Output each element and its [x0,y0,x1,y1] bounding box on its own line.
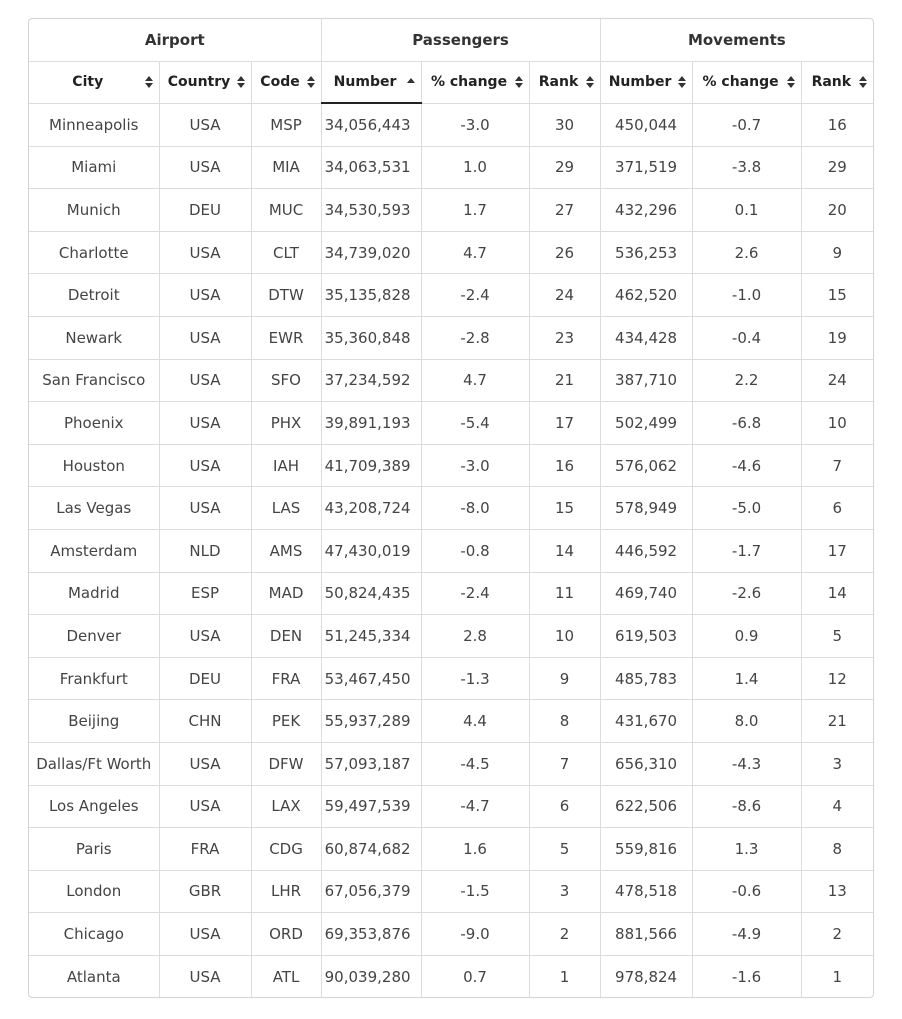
cell-m-change: 0.1 [692,189,801,232]
cell-p-number: 55,937,289 [321,700,421,743]
table-row [29,913,873,956]
column-header-passengers-p-number[interactable] [321,62,421,104]
cell-m-number: 881,566 [600,913,692,956]
cell-p-number: 34,063,531 [321,146,421,189]
cell-city: Madrid [29,572,159,615]
sort-ascending-icon[interactable] [407,76,415,88]
table-row [29,487,873,530]
cell-code: CDG [251,828,321,871]
cell-m-change: -0.6 [692,870,801,913]
cell-code: PHX [251,402,321,445]
cell-m-change: -8.6 [692,785,801,828]
cell-m-number: 978,824 [600,955,692,997]
cell-p-rank: 15 [529,487,600,530]
cell-m-number: 656,310 [600,742,692,785]
cell-country: USA [159,103,251,146]
column-header-content [530,74,600,90]
cell-country: DEU [159,189,251,232]
cell-p-number: 50,824,435 [321,572,421,615]
cell-code: MSP [251,103,321,146]
table-row [29,657,873,700]
cell-m-rank: 13 [801,870,873,913]
cell-p-rank: 8 [529,700,600,743]
cell-p-change: 1.0 [421,146,529,189]
cell-code: LAS [251,487,321,530]
column-header-airport-country[interactable] [159,62,251,104]
table-row [29,700,873,743]
cell-code: EWR [251,316,321,359]
cell-m-change: -4.3 [692,742,801,785]
sort-icon[interactable] [586,76,594,88]
cell-p-rank: 6 [529,785,600,828]
cell-m-rank: 16 [801,103,873,146]
cell-code: AMS [251,529,321,572]
cell-country: USA [159,487,251,530]
cell-p-rank: 27 [529,189,600,232]
column-header-content [601,74,692,90]
table-row [29,359,873,402]
column-header-label: Rank [538,74,579,91]
cell-m-change: -1.6 [692,955,801,997]
cell-code: LHR [251,870,321,913]
cell-m-rank: 21 [801,700,873,743]
table-row [29,189,873,232]
cell-p-number: 67,056,379 [321,870,421,913]
cell-m-number: 387,710 [600,359,692,402]
column-header-label: Code [260,74,300,91]
cell-p-change: 0.7 [421,955,529,997]
cell-m-number: 578,949 [600,487,692,530]
cell-country: NLD [159,529,251,572]
cell-city: Dallas/Ft Worth [29,742,159,785]
cell-p-change: 1.6 [421,828,529,871]
cell-code: DTW [251,274,321,317]
cell-m-change: -4.6 [692,444,801,487]
cell-code: MIA [251,146,321,189]
cell-p-change: -1.5 [421,870,529,913]
sort-icon[interactable] [678,76,686,88]
cell-p-rank: 16 [529,444,600,487]
column-header-row [29,62,873,104]
cell-p-rank: 29 [529,146,600,189]
cell-m-change: -3.8 [692,146,801,189]
cell-city: Charlotte [29,231,159,274]
cell-p-number: 90,039,280 [321,955,421,997]
cell-m-number: 502,499 [600,402,692,445]
cell-country: USA [159,913,251,956]
column-header-passengers-p-change[interactable] [421,62,529,104]
cell-m-change: 0.9 [692,615,801,658]
cell-p-change: -0.8 [421,529,529,572]
column-header-label: Rank [811,74,852,91]
cell-m-number: 559,816 [600,828,692,871]
cell-m-rank: 5 [801,615,873,658]
column-header-airport-city[interactable] [29,62,159,104]
cell-code: ORD [251,913,321,956]
sort-icon[interactable] [859,76,867,88]
table-row [29,316,873,359]
column-header-content [422,74,529,90]
cell-p-rank: 3 [529,870,600,913]
header-group-row [29,19,873,62]
header-group-airport: Airport [29,19,321,62]
column-header-movements-m-change[interactable] [692,62,801,104]
table-row [29,529,873,572]
cell-p-number: 60,874,682 [321,828,421,871]
cell-city: Munich [29,189,159,232]
cell-p-change: -9.0 [421,913,529,956]
cell-m-rank: 17 [801,529,873,572]
cell-p-rank: 10 [529,615,600,658]
cell-city: Newark [29,316,159,359]
cell-p-rank: 30 [529,103,600,146]
cell-p-number: 39,891,193 [321,402,421,445]
cell-m-change: -4.9 [692,913,801,956]
header-group-movements: Movements [600,19,873,62]
cell-p-change: -2.8 [421,316,529,359]
column-header-passengers-p-rank[interactable] [529,62,600,104]
cell-p-number: 37,234,592 [321,359,421,402]
cell-p-number: 59,497,539 [321,785,421,828]
cell-p-change: 4.4 [421,700,529,743]
cell-city: London [29,870,159,913]
column-header-content [160,74,251,90]
column-header-label: City [72,74,104,91]
cell-m-change: 1.4 [692,657,801,700]
cell-p-rank: 7 [529,742,600,785]
column-header-movements-m-number[interactable] [600,62,692,104]
column-header-movements-m-rank[interactable] [801,62,873,104]
cell-city: Phoenix [29,402,159,445]
table-row [29,870,873,913]
column-header-content [802,74,874,90]
cell-p-rank: 26 [529,231,600,274]
cell-code: MAD [251,572,321,615]
cell-code: DEN [251,615,321,658]
cell-p-number: 41,709,389 [321,444,421,487]
cell-city: Las Vegas [29,487,159,530]
cell-m-change: 2.2 [692,359,801,402]
header-group-passengers: Passengers [321,19,600,62]
cell-country: FRA [159,828,251,871]
cell-m-change: -0.7 [692,103,801,146]
cell-p-number: 53,467,450 [321,657,421,700]
cell-m-number: 469,740 [600,572,692,615]
table-row [29,955,873,997]
cell-p-change: 4.7 [421,231,529,274]
cell-city: San Francisco [29,359,159,402]
cell-m-number: 434,428 [600,316,692,359]
airport-table-container [28,18,874,998]
cell-m-rank: 2 [801,913,873,956]
cell-country: USA [159,955,251,997]
cell-country: USA [159,615,251,658]
cell-p-number: 51,245,334 [321,615,421,658]
cell-p-change: -3.0 [421,444,529,487]
cell-p-number: 69,353,876 [321,913,421,956]
cell-m-number: 619,503 [600,615,692,658]
cell-m-number: 432,296 [600,189,692,232]
cell-code: MUC [251,189,321,232]
sort-icon[interactable] [515,76,523,88]
cell-p-rank: 2 [529,913,600,956]
column-header-label: Number [608,74,672,91]
cell-city: Los Angeles [29,785,159,828]
cell-m-change: -2.6 [692,572,801,615]
cell-p-rank: 11 [529,572,600,615]
column-header-content [29,74,159,90]
cell-m-change: -0.4 [692,316,801,359]
table-row [29,572,873,615]
cell-p-number: 34,739,020 [321,231,421,274]
sort-icon[interactable] [787,76,795,88]
cell-country: USA [159,231,251,274]
cell-city: Frankfurt [29,657,159,700]
cell-m-rank: 15 [801,274,873,317]
table-row [29,444,873,487]
table-row [29,103,873,146]
cell-m-change: -1.7 [692,529,801,572]
cell-m-change: -1.0 [692,274,801,317]
cell-m-number: 576,062 [600,444,692,487]
cell-m-number: 622,506 [600,785,692,828]
column-header-content [693,74,801,90]
cell-p-number: 35,360,848 [321,316,421,359]
cell-p-rank: 9 [529,657,600,700]
cell-p-change: -2.4 [421,274,529,317]
cell-p-change: -4.7 [421,785,529,828]
cell-m-number: 478,518 [600,870,692,913]
cell-p-rank: 1 [529,955,600,997]
cell-p-change: 2.8 [421,615,529,658]
cell-m-number: 371,519 [600,146,692,189]
column-header-content [252,74,321,90]
column-header-label: Country [167,74,231,91]
cell-m-number: 450,044 [600,103,692,146]
sort-icon[interactable] [237,76,245,88]
column-header-content [322,74,421,90]
table-row [29,274,873,317]
cell-country: USA [159,274,251,317]
cell-p-rank: 21 [529,359,600,402]
table-row [29,742,873,785]
cell-p-change: -2.4 [421,572,529,615]
cell-code: ATL [251,955,321,997]
cell-p-number: 34,056,443 [321,103,421,146]
cell-p-number: 43,208,724 [321,487,421,530]
cell-country: DEU [159,657,251,700]
cell-p-rank: 5 [529,828,600,871]
cell-p-rank: 17 [529,402,600,445]
cell-p-change: 4.7 [421,359,529,402]
cell-code: IAH [251,444,321,487]
cell-p-change: -8.0 [421,487,529,530]
cell-m-change: 8.0 [692,700,801,743]
cell-m-change: -5.0 [692,487,801,530]
column-header-label: % change [702,74,779,91]
cell-m-rank: 24 [801,359,873,402]
cell-code: PEK [251,700,321,743]
airport-statistics-table [29,19,873,997]
cell-m-rank: 29 [801,146,873,189]
cell-m-rank: 14 [801,572,873,615]
cell-p-change: -5.4 [421,402,529,445]
sort-icon[interactable] [145,76,153,88]
cell-country: USA [159,359,251,402]
cell-p-change: -1.3 [421,657,529,700]
cell-m-change: 1.3 [692,828,801,871]
cell-code: CLT [251,231,321,274]
cell-m-rank: 1 [801,955,873,997]
cell-m-change: 2.6 [692,231,801,274]
cell-city: Paris [29,828,159,871]
cell-country: ESP [159,572,251,615]
cell-code: LAX [251,785,321,828]
table-row [29,402,873,445]
cell-city: Detroit [29,274,159,317]
cell-country: USA [159,742,251,785]
cell-p-rank: 14 [529,529,600,572]
cell-p-number: 57,093,187 [321,742,421,785]
cell-code: FRA [251,657,321,700]
cell-p-number: 34,530,593 [321,189,421,232]
table-row [29,615,873,658]
cell-m-number: 485,783 [600,657,692,700]
cell-m-rank: 4 [801,785,873,828]
cell-p-rank: 23 [529,316,600,359]
cell-p-number: 47,430,019 [321,529,421,572]
cell-m-rank: 3 [801,742,873,785]
cell-city: Atlanta [29,955,159,997]
cell-country: USA [159,785,251,828]
table-row [29,785,873,828]
table-row [29,828,873,871]
cell-p-change: 1.7 [421,189,529,232]
cell-m-rank: 8 [801,828,873,871]
cell-country: USA [159,402,251,445]
cell-m-number: 446,592 [600,529,692,572]
column-header-label: % change [430,74,508,91]
cell-m-rank: 9 [801,231,873,274]
cell-city: Chicago [29,913,159,956]
cell-code: DFW [251,742,321,785]
cell-m-change: -6.8 [692,402,801,445]
cell-code: SFO [251,359,321,402]
cell-city: Beijing [29,700,159,743]
cell-p-change: -3.0 [421,103,529,146]
cell-city: Houston [29,444,159,487]
cell-m-number: 536,253 [600,231,692,274]
cell-city: Amsterdam [29,529,159,572]
cell-m-rank: 10 [801,402,873,445]
cell-country: USA [159,316,251,359]
cell-p-rank: 24 [529,274,600,317]
cell-m-rank: 6 [801,487,873,530]
cell-p-change: -4.5 [421,742,529,785]
column-header-label: Number [333,74,397,90]
cell-country: USA [159,146,251,189]
cell-city: Denver [29,615,159,658]
cell-m-number: 462,520 [600,274,692,317]
cell-m-rank: 20 [801,189,873,232]
cell-city: Miami [29,146,159,189]
cell-m-rank: 19 [801,316,873,359]
cell-country: USA [159,444,251,487]
column-header-airport-code[interactable] [251,62,321,104]
cell-city: Minneapolis [29,103,159,146]
cell-m-number: 431,670 [600,700,692,743]
cell-p-number: 35,135,828 [321,274,421,317]
sort-icon[interactable] [307,76,315,88]
table-row [29,231,873,274]
cell-m-rank: 12 [801,657,873,700]
table-body [29,103,873,997]
cell-m-rank: 7 [801,444,873,487]
cell-country: GBR [159,870,251,913]
table-row [29,146,873,189]
cell-country: CHN [159,700,251,743]
